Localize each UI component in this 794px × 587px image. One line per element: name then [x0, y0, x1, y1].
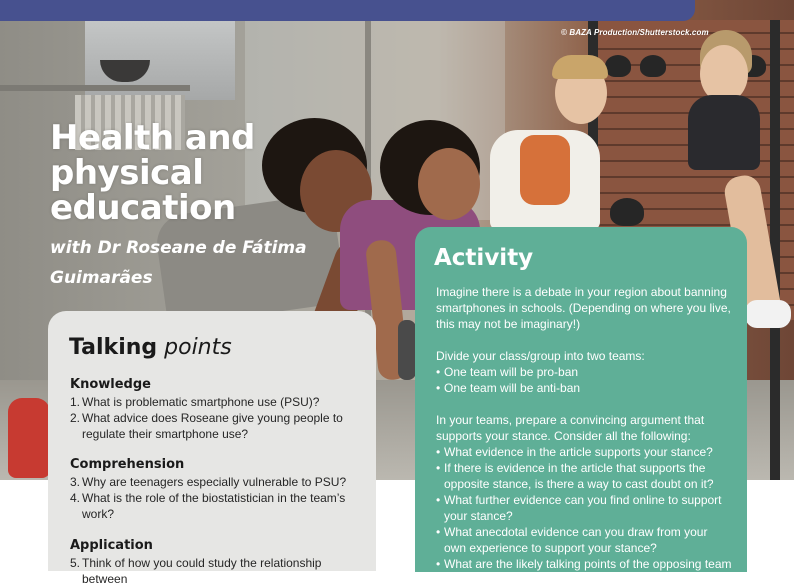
question-item	[70, 394, 370, 410]
activity-panel	[415, 227, 747, 572]
question-number: 5.	[70, 556, 81, 570]
question-item	[70, 555, 370, 587]
bullet-text: What are the likely talking points of the opposing team	[444, 557, 732, 571]
talking-points-title-bold: Talking	[69, 335, 158, 360]
talking-points-panel	[48, 311, 376, 586]
kettlebell	[640, 55, 666, 77]
talking-points-title	[69, 335, 232, 360]
question-item	[70, 474, 370, 490]
question-number: 4.	[70, 491, 81, 505]
section-heading-comprehension: Comprehension	[70, 457, 185, 472]
byline-line: Guimarães	[50, 268, 153, 288]
bullet-icon: •	[436, 525, 441, 539]
person-4-top	[688, 95, 760, 170]
byline-line: with Dr Roseane de Fátima	[50, 238, 307, 258]
bullet-item	[436, 364, 732, 380]
bullet-text: What evidence in the article supports your stance?	[444, 445, 713, 459]
bullet-text: If there is evidence in the article that supports the opposite stance, is there a way to cast doubt on it?	[444, 461, 714, 491]
question-number: 1.	[70, 395, 81, 409]
person-2-face	[418, 148, 480, 220]
bullet-text: What further evidence can you find online to support your stance?	[444, 493, 722, 523]
question-text: What advice does Roseane give young people to regulate their smartphone use?	[82, 411, 343, 441]
bullet-item	[436, 492, 732, 524]
title-line: Health and	[50, 118, 255, 158]
activity-intro: Imagine there is a debate in your region about banning smartphones in schools. (Depending on where you live, this may not be imaginary!)	[436, 285, 731, 331]
bullet-icon: •	[436, 461, 441, 475]
question-text: What is the role of the biostatistician in the team’s work?	[82, 491, 346, 521]
dark-shoe	[398, 320, 416, 380]
bullet-icon: •	[436, 365, 441, 379]
question-number: 2.	[70, 411, 81, 425]
title-line: education	[50, 188, 236, 228]
bullet-text: One team will be anti-ban	[444, 381, 581, 395]
shelf	[0, 85, 190, 91]
person-3-hair	[552, 55, 608, 79]
bullet-item	[436, 444, 732, 460]
person-3-sleeve	[520, 135, 570, 205]
activity-prepare: In your teams, prepare a convincing argument that supports your stance. Consider all the following:	[436, 413, 705, 443]
question-text: Why are teenagers especially vulnerable to PSU?	[82, 475, 347, 489]
activity-divide: Divide your class/group into two teams:	[436, 349, 645, 363]
consideration-list	[436, 444, 732, 572]
red-shoe	[8, 398, 50, 478]
bullet-item	[436, 556, 732, 572]
team-list	[436, 364, 732, 396]
bullet-item	[436, 460, 732, 492]
photo-credit: © BAZA Production/Shutterstock.com	[561, 28, 709, 37]
equipment-rack-right	[770, 20, 780, 480]
section-heading-knowledge: Knowledge	[70, 377, 151, 392]
section-heading-application: Application	[70, 538, 153, 553]
bullet-icon: •	[436, 557, 441, 571]
title-line: physical	[50, 153, 204, 193]
question-item	[70, 410, 370, 442]
byline	[50, 233, 360, 293]
activity-title: Activity	[434, 245, 534, 271]
bullet-item	[436, 380, 732, 396]
bullet-text: One team will be pro-ban	[444, 365, 579, 379]
person-4-shoe	[745, 300, 791, 328]
kettlebell	[605, 55, 631, 77]
kettlebell	[610, 198, 644, 226]
top-bar	[0, 0, 695, 21]
question-text: Think of how you could study the relationship between	[82, 556, 322, 586]
bullet-icon: •	[436, 493, 441, 507]
page-title	[50, 118, 350, 228]
question-number: 3.	[70, 475, 81, 489]
bullet-icon: •	[436, 445, 441, 459]
bullet-item	[436, 524, 732, 556]
question-item	[70, 490, 370, 522]
bullet-text: What anecdotal evidence can you draw from your own experience to support your stance?	[444, 525, 708, 555]
talking-points-title-italic: points	[164, 335, 232, 360]
question-text: What is problematic smartphone use (PSU)?	[82, 395, 320, 409]
bullet-icon: •	[436, 381, 441, 395]
